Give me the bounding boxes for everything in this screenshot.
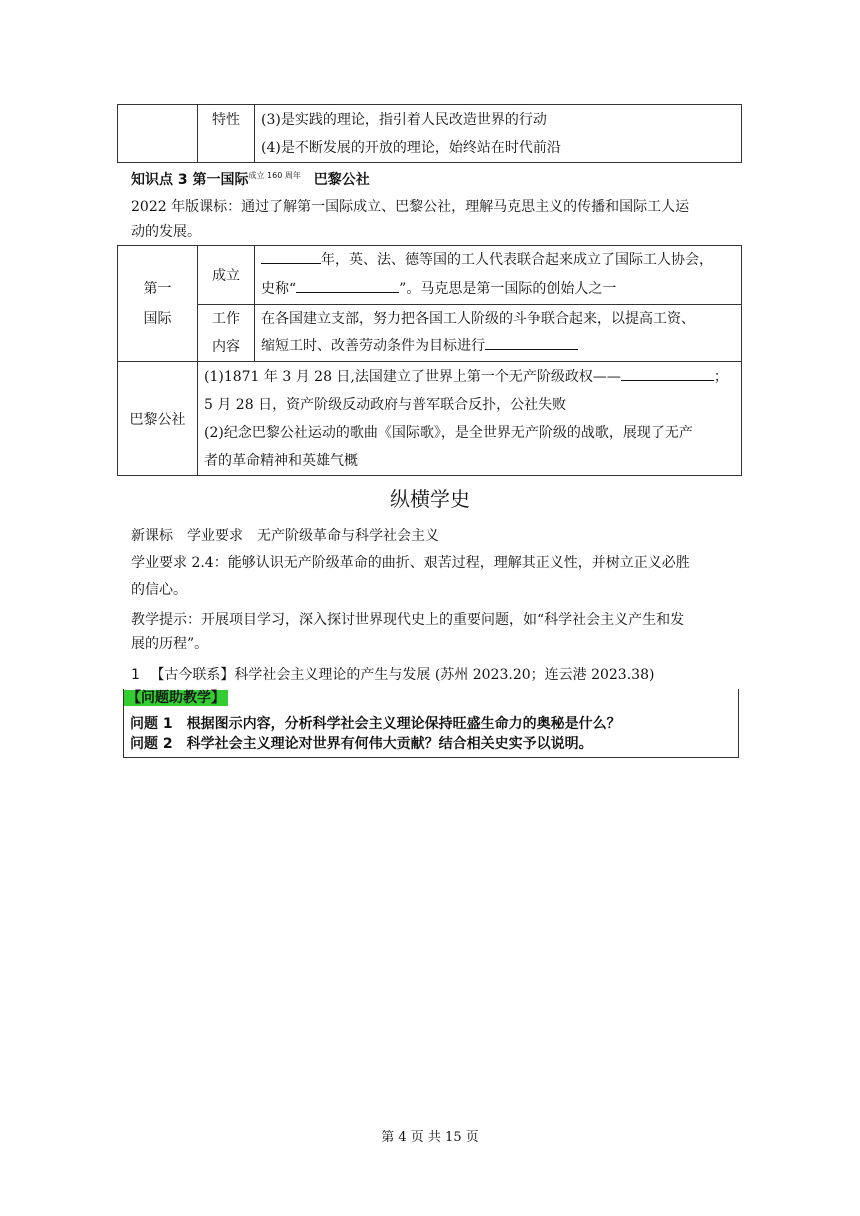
kp3-title: 第一国际 <box>192 172 249 188</box>
work-label-line: 内容 <box>212 339 240 355</box>
table-first-international <box>117 245 742 476</box>
requirement-line-2: 的信心。 <box>131 582 187 598</box>
item-1 <box>131 665 654 685</box>
standard-line-1: 2022 年版课标：通过了解第一国际成立、巴黎公社，理解马克思主义的传播和国际工人运 <box>131 199 690 215</box>
tip-line-1: 教学提示：开展项目学习，深入探讨世界现代史上的重要问题，如“科学社会主义产生和发 <box>131 612 685 628</box>
requirement-line-1: 学业要求 2.4：能够认识无产阶级革命的曲折、艰苦过程，理解其正义性，并树立正义必胜 <box>131 555 690 571</box>
work-line-1: 在各国建立支部，努力把各国工人阶级的斗争联合起来，以提高工资、 <box>261 311 695 327</box>
question-box <box>123 689 739 758</box>
standard-line-2: 动的发展。 <box>131 224 201 240</box>
new-standard: 新课标 学业要求 无产阶级革命与科学社会主义 <box>131 528 439 544</box>
kp3-title2: 巴黎公社 <box>313 172 370 188</box>
characteristics-content <box>255 105 742 163</box>
group-label <box>118 246 198 362</box>
blank-name <box>296 276 399 293</box>
paris-content <box>198 362 742 476</box>
characteristics-label: 特性 <box>198 105 255 163</box>
blank-year <box>261 247 321 264</box>
section-title: 纵横学史 <box>390 487 470 511</box>
paris-line-1: (1)1871 年 3 月 28 日,法国建立了世界上第一个无产阶级政权—— ； <box>198 363 741 391</box>
work-content <box>255 305 742 362</box>
page-footer: 第 4 页 共 15 页 <box>381 1130 479 1145</box>
item-number: 1 <box>131 667 140 683</box>
found-label: 成立 <box>198 246 255 305</box>
blank-struggle <box>485 333 578 350</box>
table-row: (4)是不断发展的开放的理论，始终站在时代前沿 <box>261 140 561 156</box>
kp3-prefix: 知识点 3 <box>131 172 188 188</box>
work-label-line: 工作 <box>212 311 240 327</box>
blank-regime <box>621 364 714 381</box>
question-1: 问题 1 根据图示内容，分析科学社会主义理论保持旺盛生命力的奥秘是什么？ <box>130 716 621 732</box>
work-line-2: 缩短工时、改善劳动条件为目标进行 <box>255 333 741 360</box>
paris-line-2: 5 月 28 日，资产阶级反动政府与普军联合反扑，公社失败 <box>204 396 567 413</box>
question-2: 问题 2 科学社会主义理论对世界有何伟大贡献？结合相关史实予以说明。 <box>130 736 593 752</box>
paris-label: 巴黎公社 <box>118 362 198 476</box>
found-line-2: 史称“ ”。马克思是第一国际的创始人之一 <box>255 275 741 304</box>
paris-line-3: (2)纪念巴黎公社运动的歌曲《国际歌》，是全世界无产阶级的战歌，展现了无产 <box>204 424 693 441</box>
tip-line-2: 展的历程”。 <box>131 636 209 652</box>
table-row: (3)是实践的理论，指引着人民改造世界的行动 <box>261 112 547 128</box>
item-tag: 【古今联系】 <box>150 667 235 683</box>
work-label <box>198 305 255 362</box>
found-line-1: 年，英、法、德等国的工人代表联合起来成立了国际工人协会， <box>255 246 741 275</box>
empty-cell <box>118 105 198 163</box>
found-content <box>255 246 742 305</box>
group-label-line: 国际 <box>143 310 172 327</box>
question-tag: 【问题助教学】 <box>124 690 228 706</box>
kp3-heading <box>131 166 370 190</box>
item-text: 科学社会主义理论的产生与发展 <box>234 667 431 683</box>
group-label-line: 第一 <box>143 280 172 297</box>
table-characteristics <box>117 104 742 163</box>
item-source: (苏州 2023.20；连云港 2023.38) <box>434 667 655 683</box>
kp3-sup: 成立 160 周年 <box>248 171 301 180</box>
question-tag-line <box>124 688 228 708</box>
paris-line-4: 者的革命精神和英雄气概 <box>204 452 358 469</box>
